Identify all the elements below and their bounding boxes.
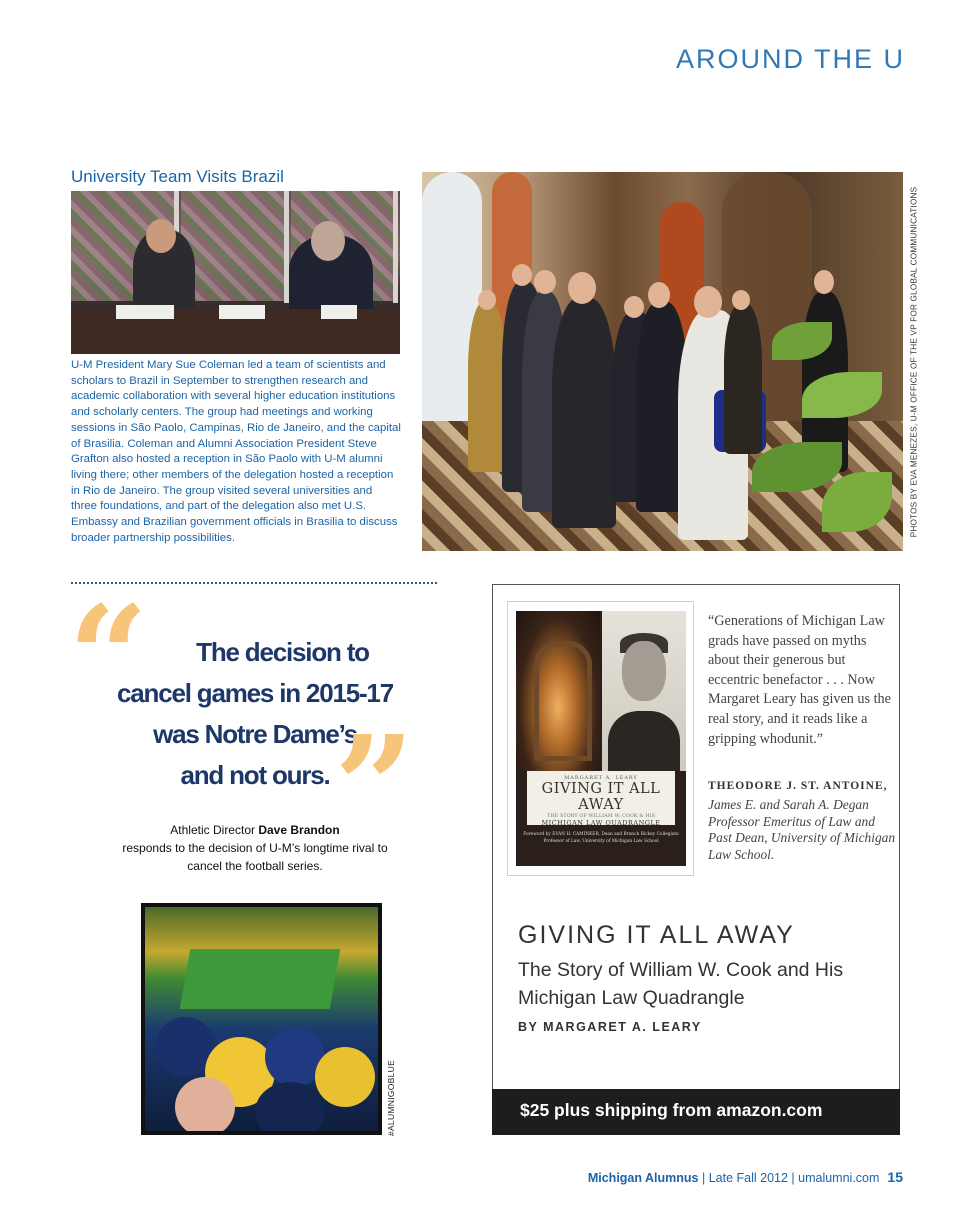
footer-site: umalumni.com [798,1171,880,1185]
cover-foreword: Foreword by EVAN H. CAMINKER, Dean and Branch Rickey Collegiate Professor of Law, University of Michigan Law School [523,832,679,844]
pull-quote-line: was Notre Dame’s [153,719,357,749]
buy-text: $25 plus shipping from amazon.com [520,1100,823,1120]
stadium-photo [141,903,382,1135]
article-title: University Team Visits Brazil [71,167,284,186]
delegation-photo [422,172,903,551]
attribution-name: Dave Brandon [258,823,340,837]
meeting-photo [71,191,400,354]
buy-banner[interactable] [492,1089,900,1135]
book-title: GIVING IT ALL AWAY [518,921,795,949]
cover-author: MARGARET A. LEARY [564,775,638,781]
article-body: U-M President Mary Sue Coleman led a team of scientists and scholars to Brazil in September to strengthen research and academic collaboration with several higher education institutions and scholarly centers. The group had meetings and working sessions in São Paolo, Campinas, Rio de Janeiro, and the capital of Brasilia. Coleman and Alumni Association President Steve Grafton also hosted a reception in São Paolo with U-M alumni living there; other members of the delegation hosted a reception in Rio de Janeiro. The group visited several universities and three foundations, and part of the delegation also met U.S. Embassy and Brazilian government officials in Brasilia to discuss broader partnership possibilities. [71,359,401,544]
cover-subtitle-small: THE STORY OF WILLIAM W. COOK & HIS [546,813,656,819]
cover-subtitle: MICHIGAN LAW QUADRANGLE [541,819,661,827]
blurb-author-role: James E. and Sarah A. Degan Professor Emeritus of Law and Past Dean, University of Michigan Law School. [708,797,896,862]
pull-quote-line: The decision to [196,637,369,667]
page-footer [588,1169,903,1185]
section-header: AROUND THE U [675,44,905,74]
footer-separator: | [698,1171,709,1185]
quote-attribution [110,821,400,875]
book-subtitle: The Story of William W. Cook and His Michigan Law Quadrangle [518,959,844,1009]
footer-issue: Late Fall 2012 [708,1171,788,1185]
hashtag: #ALUMNIGOBLUE [386,1059,396,1136]
blurb-author: THEODORE J. ST. ANTOINE, [708,780,888,792]
pull-quote-line: and not ours. [180,760,330,790]
ad-blurb: “Generations of Michigan Law grads have passed on myths about their generous but eccentric benefactor . . . Now Margaret Leary has given us the real story, and it reads like a gripping whodunit.” [708,613,891,747]
cover-title: GIVING IT ALL AWAY [541,781,661,813]
attribution-text: responds to the decision of U-M’s longtime rival to cancel the football series. [122,841,388,873]
pull-quote-line: cancel games in 2015-17 [117,678,393,708]
footer-magazine: Michigan Alumnus [587,1171,699,1185]
open-quote-mark: “ [68,576,149,740]
footer-separator: | [787,1171,799,1185]
page-number: 15 [887,1169,903,1185]
photo-credit: PHOTOS BY EVA MENEZES, U-M OFFICE OF THE VP FOR GLOBAL COMMUNICATIONS [909,186,919,537]
close-quote-mark: ” [334,706,415,870]
attribution-prefix: Athletic Director [170,823,255,837]
book-cover [516,611,686,866]
book-byline: BY MARGARET A. LEARY [518,1020,702,1034]
